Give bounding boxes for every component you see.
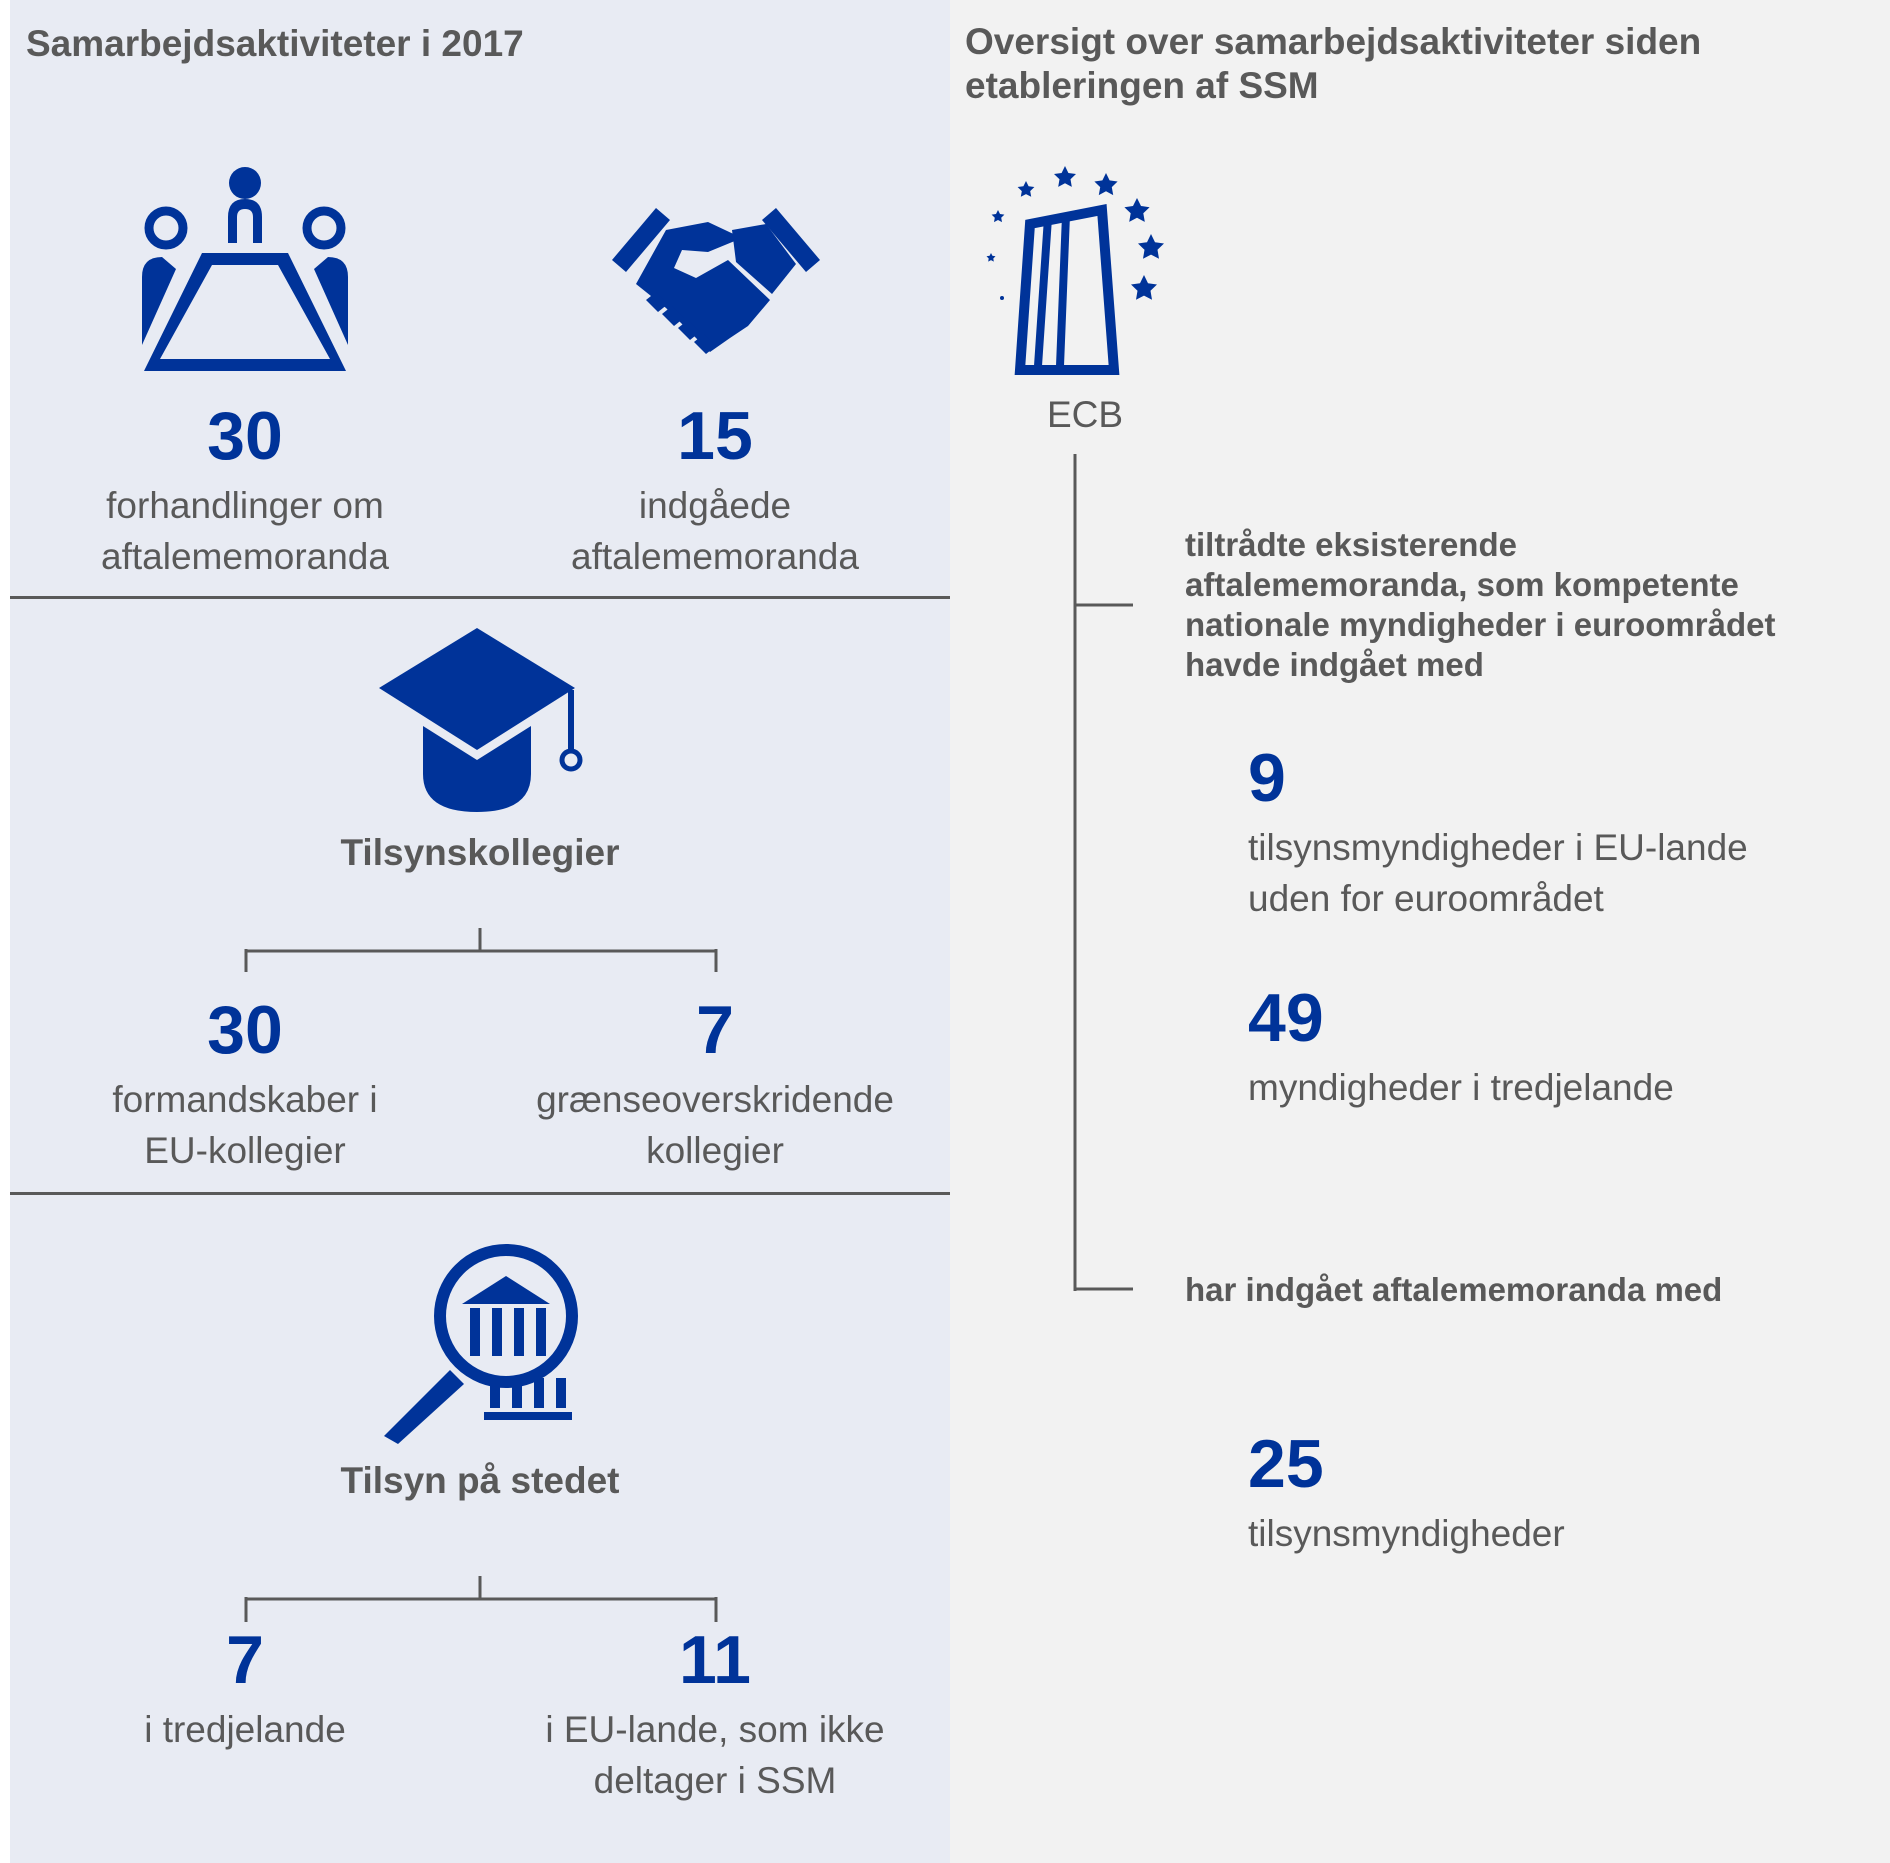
eu-authorities-label-line-1: tilsynsmyndigheder i EU-lande (1248, 827, 1748, 868)
acceded-line-4: havde indgået med (1185, 646, 1484, 683)
left-title: Samarbejdsaktiviteter i 2017 (26, 23, 524, 64)
colleges-chairs-label-line-1: formandskaber i (112, 1079, 378, 1120)
concluded-value: 25 (1248, 1426, 1324, 1502)
third-country-label (1248, 1062, 1868, 1113)
right-title (965, 20, 1865, 108)
colleges-crossborder-label (490, 1074, 940, 1176)
third-country-label-line-1: myndigheder i tredjelande (1248, 1067, 1674, 1108)
eu-authorities-label (1248, 822, 1868, 924)
concluded-desc (1248, 1508, 1868, 1559)
ecb-label: ECB (1046, 394, 1124, 435)
onsite-eu-label (490, 1704, 940, 1806)
eu-authorities-label-line-2: uden for euroområdet (1248, 878, 1604, 919)
ecb-tower-icon (978, 160, 1178, 375)
acceded-line-3: nationale myndigheder i euroområdet (1185, 606, 1776, 643)
acceded-line-1: tiltrådte eksisterende (1185, 526, 1517, 563)
meetings-label-line-1: forhandlinger om (106, 485, 384, 526)
onsite-eu-label-line-1: i EU-lande, som ikke (545, 1709, 885, 1750)
acceded-line-2: aftalememoranda, som kompetente (1185, 566, 1739, 603)
divider-2 (10, 1192, 950, 1195)
meetings-value: 30 (207, 398, 283, 474)
onsite-third-value: 7 (226, 1622, 264, 1698)
right-title-line-1: Oversigt over samarbejdsaktiviteter siden (965, 21, 1702, 62)
magnifier-bank-icon (378, 1238, 584, 1444)
colleges-chairs-value: 30 (207, 992, 283, 1068)
colleges-crossborder-label-line-2: kollegier (646, 1130, 784, 1171)
acceded-text (1185, 525, 1875, 685)
onsite-heading: Tilsyn på stedet (340, 1460, 620, 1501)
colleges-heading: Tilsynskollegier (340, 832, 620, 873)
onsite-third-label (45, 1704, 445, 1755)
onsite-third-label-line-1: i tredjelande (144, 1709, 346, 1750)
mou-label-line-1: indgåede (638, 485, 792, 526)
colleges-chairs-label (45, 1074, 445, 1176)
onsite-eu-label-line-2: deltager i SSM (593, 1760, 837, 1801)
mou-label-line-2: aftalememoranda (571, 536, 859, 577)
third-country-value: 49 (1248, 980, 1324, 1056)
colleges-chairs-label-line-2: EU-kollegier (144, 1130, 346, 1171)
meetings-label-line-2: aftalememoranda (101, 536, 389, 577)
mou-value: 15 (677, 398, 753, 474)
eu-authorities-value: 9 (1248, 740, 1286, 816)
colleges-crossborder-value: 7 (696, 992, 734, 1068)
concluded-label: har indgået aftalememoranda med (1185, 1271, 1723, 1308)
colleges-crossborder-label-line-1: grænseoverskridende (536, 1079, 894, 1120)
onsite-eu-value: 11 (679, 1622, 751, 1698)
right-title-line-2: etableringen af SSM (965, 65, 1319, 106)
concluded-desc-line-1: tilsynsmyndigheder (1248, 1513, 1565, 1554)
